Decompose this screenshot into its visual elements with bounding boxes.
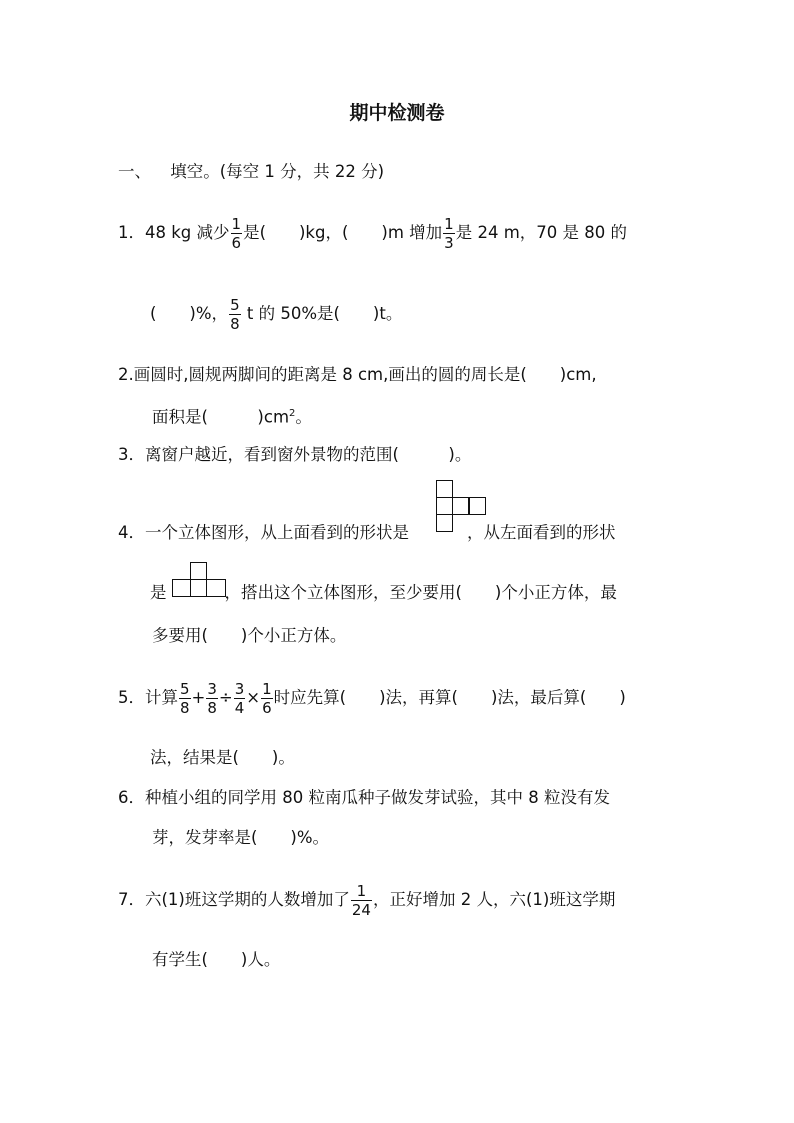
- numerator: 5: [230, 296, 240, 314]
- q1-text: 是 24 m，70 是 80 的: [455, 223, 628, 242]
- q2-text: 。: [295, 407, 312, 427]
- numerator: 1: [356, 882, 367, 900]
- numerator: 1: [262, 680, 272, 698]
- grid-square: [469, 497, 486, 515]
- operator: ×: [246, 688, 261, 707]
- fraction: [443, 215, 455, 252]
- question-4-line-1: [118, 522, 616, 544]
- superscript: 2: [289, 408, 296, 419]
- q1-text: ( )%，: [150, 304, 229, 323]
- question-4-line-3: 多要用( )个小正方体。: [152, 626, 347, 645]
- denominator: 6: [262, 699, 272, 717]
- numerator: 1: [231, 215, 242, 233]
- grid-square: [436, 514, 453, 532]
- grid-square: [172, 579, 191, 597]
- fraction: [206, 680, 218, 717]
- numerator: 3: [234, 680, 245, 698]
- grid-square: [436, 497, 453, 515]
- q4-text: 是: [150, 583, 167, 602]
- question-7-line-2: 有学生( )人。: [152, 950, 281, 969]
- q4-text: ，搭出这个立体图形，至少要用( )个小正方体，最: [224, 583, 617, 602]
- question-1-line-2: [150, 288, 402, 340]
- fraction: [179, 680, 191, 717]
- denominator: 6: [231, 234, 242, 252]
- q5-text: 5．计算: [118, 688, 178, 707]
- fraction: [261, 680, 273, 717]
- denominator: 8: [230, 315, 240, 333]
- question-2-line-2: [152, 403, 312, 429]
- fraction: [351, 882, 372, 919]
- fraction: [234, 680, 246, 717]
- grid-square: [190, 562, 207, 580]
- question-6-line-2: 芽，发芽率是( )%。: [152, 828, 330, 847]
- q1-text: t 的 50%是( )t。: [246, 304, 403, 323]
- operator: +: [191, 688, 206, 707]
- q2-text: 面积是( )cm: [152, 407, 290, 427]
- denominator: 8: [180, 699, 190, 717]
- q7-text: 7．六(1)班这学期的人数增加了: [118, 890, 350, 909]
- fraction: [231, 215, 243, 252]
- question-6-line-1: 6．种植小组的同学用 80 粒南瓜种子做发芽试验，其中 8 粒没有发: [118, 788, 610, 807]
- grid-square: [206, 579, 226, 597]
- q5-text: 时应先算( )法，再算( )法，最后算( ): [273, 688, 626, 707]
- question-5-line-2: 法，结果是( )。: [150, 748, 295, 767]
- numerator: 1: [444, 215, 454, 233]
- denominator: 4: [234, 699, 245, 717]
- page-title: 期中检测卷: [349, 102, 445, 124]
- q1-text: 1．48 kg 减少: [118, 223, 230, 242]
- numerator: 3: [207, 680, 217, 698]
- left-view-figure: [172, 562, 230, 600]
- question-2-line-1: 2.画圆时,圆规两脚间的距离是 8 cm,画出的圆的周长是( )cm,: [118, 365, 597, 384]
- denominator: 3: [444, 234, 454, 252]
- grid-square: [190, 579, 207, 597]
- section-label: 填空。(每空 1 分，共 22 分): [170, 162, 385, 181]
- operator: ÷: [218, 688, 233, 707]
- q7-text: ，正好增加 2 人，六(1)班这学期: [372, 890, 616, 909]
- grid-square: [436, 480, 453, 498]
- denominator: 24: [351, 901, 371, 919]
- question-7-line-1: [118, 874, 615, 926]
- question-1-line-1: [118, 207, 627, 259]
- q4-text: 4．一个立体图形，从上面看到的形状是: [118, 523, 409, 542]
- denominator: 8: [207, 699, 217, 717]
- grid-square: [452, 497, 469, 515]
- fraction: [229, 296, 241, 333]
- question-3: 3．离窗户越近，看到窗外景物的范围( )。: [118, 445, 472, 464]
- numerator: 5: [180, 680, 190, 698]
- top-view-figure: [436, 480, 492, 540]
- q4-text: ，从左面看到的形状: [467, 523, 616, 542]
- question-5-line-1: [118, 672, 626, 724]
- section-heading: [118, 161, 384, 183]
- q1-text: 是( )kg，( )m 增加: [243, 223, 443, 242]
- section-number: 一、: [118, 162, 151, 181]
